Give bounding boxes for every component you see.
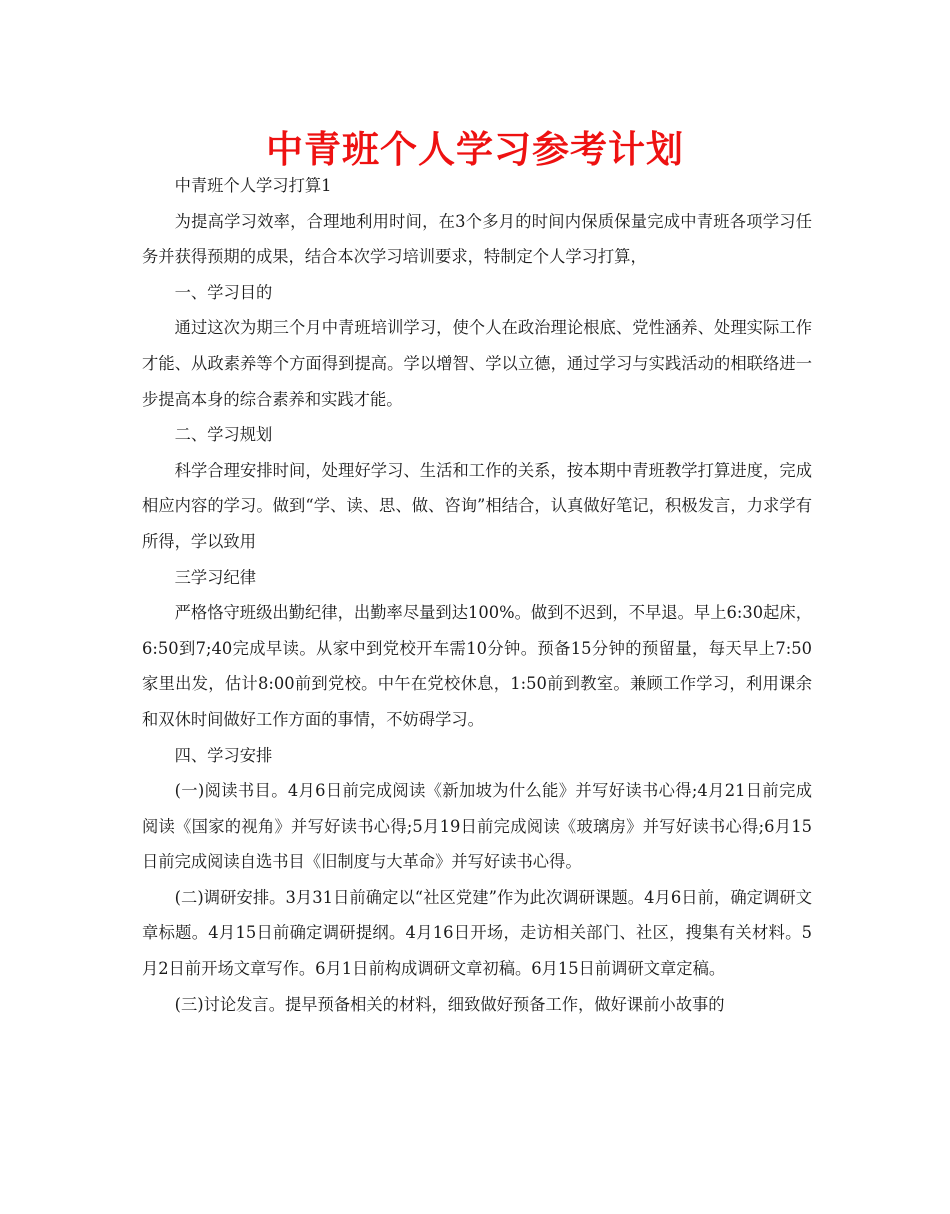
reading-paragraph: (一)阅读书目。4月6日前完成阅读《新加坡为什么能》并写好读书心得;4月21日前完成阅读《国家的视角》并写好读书心得;5月19日前完成阅读《玻璃房》并写好读书心得;6月15日前完成阅读自选书目《旧制度与大革命》并写好读书心得。 (142, 781, 812, 872)
purpose-paragraph: 通过这次为期三个月中青班培训学习，使个人在政治理论根底、党性涵养、处理实际工作才能、从政素养等个方面得到提高。学以增智、学以立德，通过学习与实践活动的相联络进一步提高本身的综合素养和实践才能。 (142, 318, 812, 409)
section-heading-planning: 二、学习规划 (174, 425, 273, 445)
research-paragraph: (二)调研安排。3月31日前确定以“社区党建”作为此次调研课题。4月6日前，确定调研文章标题。4月15日前确定调研提纲。4月16日开场，走访相关部门、社区，搜集有关材料。5月2日前开场文章写作。6月1日前构成调研文章初稿。6月15日前调研文章定稿。 (142, 887, 812, 979)
section-heading-arrangement: 四、学习安排 (174, 745, 273, 765)
section-heading-discipline: 三学习纪律 (174, 567, 257, 587)
document-title: 中青班个人学习参考计划 (266, 128, 684, 171)
document-body (142, 168, 812, 1022)
intro-paragraph: 为提高学习效率，合理地利用时间，在3个多月的时间内保质保量完成中青班各项学习任务并获得预期的成果，结合本次学习培训要求，特制定个人学习打算， (142, 211, 812, 267)
subtitle-paragraph: 中青班个人学习打算1 (174, 176, 332, 195)
planning-paragraph: 科学合理安排时间，处理好学习、生活和工作的关系，按本期中青班教学打算进度，完成相应内容的学习。做到“学、读、思、做、咨询”相结合，认真做好笔记，积极发言，力求学有所得，学以致用 (142, 460, 812, 551)
discipline-paragraph: 严格恪守班级出勤纪律，出勤率尽量到达100%。做到不迟到，不早退。早上6:30起床，6:50到7;40完成早读。从家中到党校开车需10分钟。预备15分钟的预留量，每天早上7:50家里出发，估计8:00前到党校。中午在党校休息，1:50前到教室。兼顾工作学习，利用课余和双休时间做好工作方面的事情，不妨碍学习。 (142, 603, 812, 729)
section-heading-purpose: 一、学习目的 (174, 282, 273, 302)
discussion-paragraph: (三)讨论发言。提早预备相关的材料，细致做好预备工作，做好课前小故事的 (174, 994, 725, 1014)
